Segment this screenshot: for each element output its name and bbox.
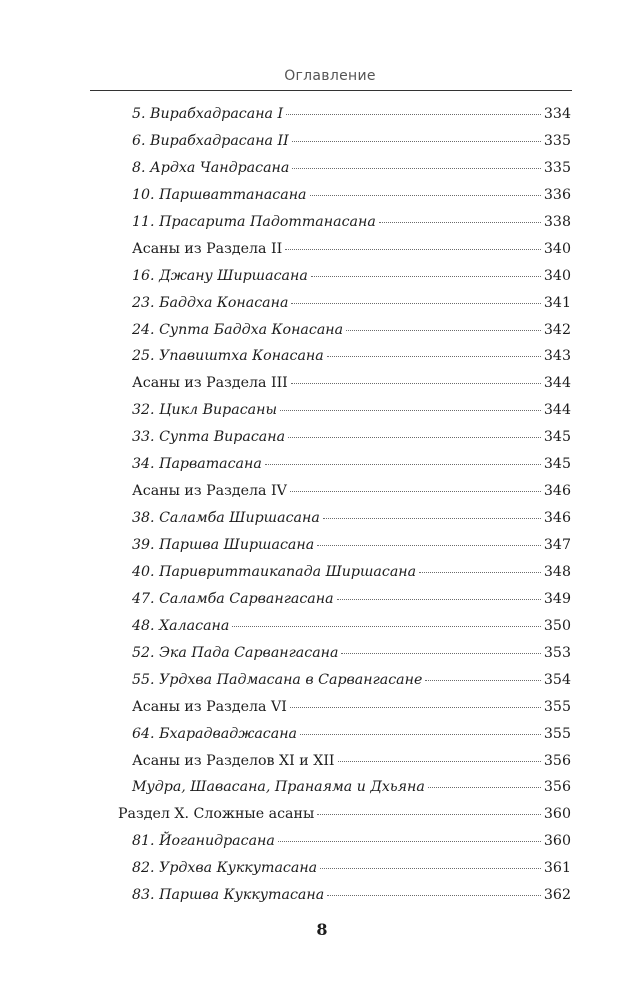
toc-entry	[132, 532, 571, 559]
toc-entry-title: Асаны из Раздела II	[132, 240, 283, 257]
toc-entry-title: 48. Халасана	[132, 617, 230, 634]
toc-entry-page: 340	[543, 240, 571, 257]
toc-entry	[132, 748, 571, 775]
toc-entry-page: 355	[543, 725, 571, 742]
toc-entry	[132, 155, 571, 182]
toc-entry-page: 334	[543, 106, 571, 122]
toc-entry	[132, 128, 571, 155]
dot-leader	[286, 114, 541, 115]
dot-leader	[323, 518, 541, 519]
dot-leader	[291, 383, 541, 384]
toc-entry-title: 8. Ардха Чандрасана	[132, 159, 290, 176]
toc-entry-page: 355	[543, 698, 571, 715]
toc-entry-page: 356	[543, 752, 571, 769]
dot-leader	[419, 572, 541, 573]
toc-entry	[132, 855, 571, 882]
toc-entry-page: 340	[543, 267, 571, 284]
dot-leader	[311, 276, 541, 277]
toc-entry-title: 64. Бхарадваджасана	[132, 725, 297, 742]
dot-leader	[327, 356, 541, 357]
dot-leader	[290, 491, 541, 492]
toc-entry	[132, 721, 571, 748]
toc-entry	[132, 451, 571, 478]
dot-leader	[292, 141, 541, 142]
toc-entry-title: 52. Эка Пада Сарвангасана	[132, 644, 339, 661]
dot-leader	[337, 599, 541, 600]
toc-entry-page: 360	[543, 833, 571, 850]
toc-entry-title: 81. Йоганидрасана	[132, 833, 275, 850]
dot-leader	[291, 303, 540, 304]
page-number: 8	[316, 920, 328, 939]
toc-entry-title: Асаны из Раздела III	[132, 375, 288, 392]
toc-entry-title: 5. Вирабхадрасана I	[132, 106, 284, 122]
dot-leader	[346, 330, 541, 331]
toc-entry	[132, 613, 571, 640]
toc-entry-title: 6. Вирабхадрасана II	[132, 132, 289, 149]
toc-entry-title: 34. Парватасана	[132, 456, 262, 473]
dot-leader	[278, 841, 541, 842]
running-head: Оглавление	[284, 68, 376, 84]
toc-entry	[132, 559, 571, 586]
dot-leader	[232, 626, 541, 627]
toc-entry-page: 336	[543, 186, 571, 203]
toc-entry-page: 338	[543, 213, 571, 230]
toc-entry-title: 33. Супта Вирасана	[132, 429, 286, 446]
toc-entry	[132, 424, 571, 451]
dot-leader	[320, 868, 541, 869]
toc-entry	[132, 774, 571, 801]
table-of-contents	[0, 101, 644, 909]
toc-entry	[132, 667, 571, 694]
dot-leader	[338, 761, 541, 762]
toc-entry	[132, 370, 571, 397]
toc-entry-title: 11. Прасарита Падоттанасана	[132, 213, 376, 230]
toc-entry-page: 343	[543, 348, 571, 365]
dot-leader	[300, 734, 541, 735]
toc-entry-title: 39. Паршва Ширшасана	[132, 537, 315, 553]
dot-leader	[425, 680, 541, 681]
toc-entry-page: 346	[543, 510, 571, 527]
toc-entry-title: 83. Паршва Куккутасана	[132, 887, 325, 904]
toc-entry-title: 23. Баддха Конасана	[132, 294, 289, 311]
dot-leader	[292, 168, 541, 169]
toc-entry-title: Асаны из Разделов XI и XII	[132, 752, 335, 769]
toc-entry	[132, 505, 571, 532]
toc-entry-page: 344	[543, 375, 571, 392]
toc-entry-title: Асаны из Раздела VI	[132, 698, 287, 715]
toc-entry-title: 10. Паршваттанасана	[132, 186, 307, 203]
toc-entry	[132, 478, 571, 505]
toc-entry	[132, 290, 571, 317]
dot-leader	[310, 195, 541, 196]
toc-entry-page: 350	[543, 617, 571, 634]
toc-entry-page: 348	[543, 563, 571, 580]
dot-leader	[327, 895, 541, 896]
toc-entry-title: 38. Саламба Ширшасана	[132, 510, 320, 527]
toc-entry-title: 16. Джану Ширшасана	[132, 267, 308, 284]
toc-entry	[132, 209, 571, 236]
dot-leader	[288, 437, 541, 438]
toc-entry-page: 347	[543, 537, 571, 553]
toc-entry-page: 345	[543, 456, 571, 473]
toc-entry-page: 344	[543, 402, 571, 419]
toc-entry-title: 40. Паривриттаикапада Ширшасана	[132, 563, 417, 580]
dot-leader	[317, 814, 541, 815]
toc-entry-page: 345	[543, 429, 571, 446]
toc-entry	[132, 828, 571, 855]
dot-leader	[341, 653, 540, 654]
toc-entry	[132, 236, 571, 263]
toc-entry-page: 361	[543, 860, 571, 877]
dot-leader	[290, 707, 541, 708]
toc-entry-title: Асаны из Раздела IV	[132, 483, 287, 500]
toc-entry	[132, 694, 571, 721]
dot-leader	[317, 545, 541, 546]
toc-entry-title: 25. Упавиштха Конасана	[132, 348, 324, 365]
toc-entry-title: 82. Урдхва Куккутасана	[132, 860, 318, 877]
toc-entry-title: 24. Супта Баддха Конасана	[132, 321, 344, 338]
toc-entry	[132, 343, 571, 370]
toc-entry	[132, 397, 571, 424]
toc-entry-page: 346	[543, 483, 571, 500]
toc-entry-page: 335	[543, 132, 571, 149]
toc-entry-page: 335	[543, 159, 571, 176]
toc-entry-title: 47. Саламба Сарвангасана	[132, 590, 334, 607]
toc-entry	[132, 586, 571, 613]
toc-entry-page: 354	[543, 671, 571, 688]
header-rule	[90, 90, 572, 91]
toc-entry	[132, 640, 571, 667]
toc-entry	[132, 882, 571, 909]
dot-leader	[285, 249, 541, 250]
toc-entry	[132, 317, 571, 344]
toc-entry-page: 353	[543, 644, 571, 661]
toc-entry-title: Мудра, Шавасана, Пранаяма и Дхьяна	[132, 779, 425, 796]
dot-leader	[379, 222, 541, 223]
toc-entry-page: 360	[543, 806, 571, 823]
toc-entry-page: 342	[543, 321, 571, 338]
toc-entry-page: 349	[543, 590, 571, 607]
toc-entry-title: Раздел X. Сложные асаны	[118, 806, 315, 823]
toc-entry	[118, 801, 571, 828]
toc-entry-title: 32. Цикл Вирасаны	[132, 402, 278, 419]
toc-entry-page: 356	[543, 779, 571, 796]
toc-entry	[132, 263, 571, 290]
toc-entry	[132, 101, 571, 128]
dot-leader	[265, 464, 541, 465]
dot-leader	[280, 410, 541, 411]
dot-leader	[428, 787, 541, 788]
toc-entry-page: 362	[543, 887, 571, 904]
toc-entry-title: 55. Урдхва Падмасана в Сарвангасане	[132, 671, 423, 688]
toc-entry	[132, 182, 571, 209]
toc-entry-page: 341	[543, 294, 571, 311]
